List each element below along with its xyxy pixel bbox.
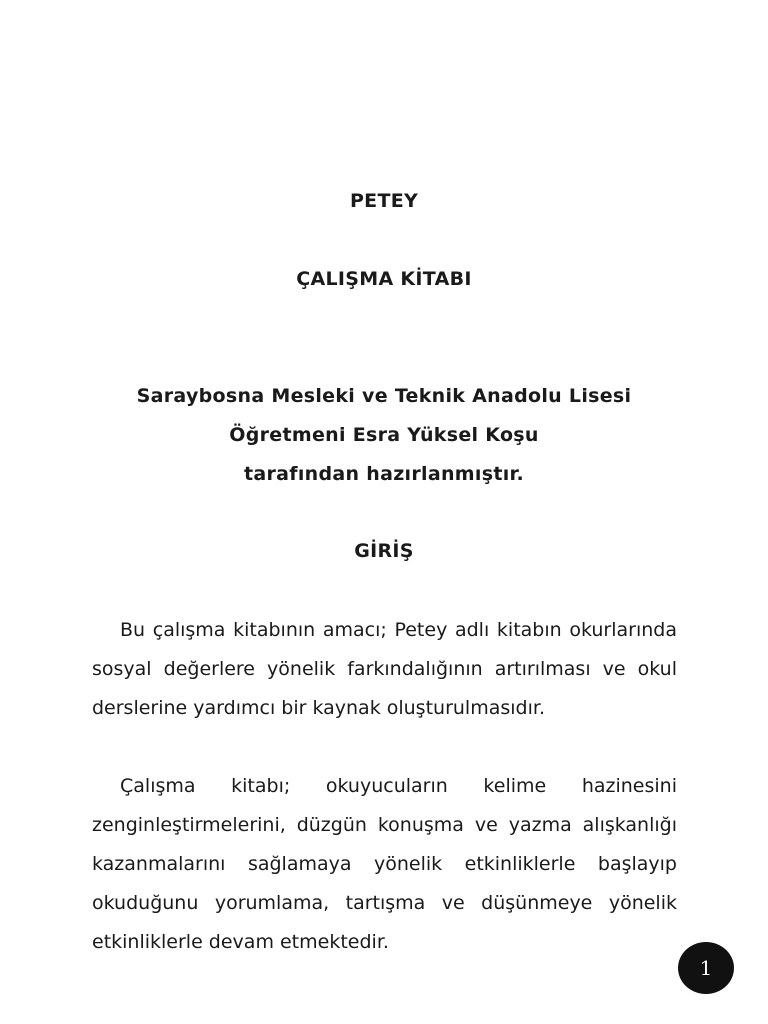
author-line-school: Saraybosna Mesleki ve Teknik Anadolu Lisesi (136, 385, 632, 407)
author-line-name: Öğretmeni Esra Yüksel Koşu (229, 424, 539, 446)
intro-paragraph-2: Çalışma kitabı; okuyucuların kelime hazinesini zenginleştirmelerini, düzgün konuşma ve yazma alışkanlığı kazanmalarını sağlamaya yönelik etkinliklerle başlayıp okuduğunu yorumlama, tartışma ve düşünmeye yönelik etkinliklerle devam etmektedir. (92, 775, 677, 953)
page-number-badge (678, 942, 734, 994)
page-number: 1 (699, 956, 713, 980)
document-title: PETEY (349, 190, 419, 212)
section-heading: GİRİŞ (354, 540, 414, 562)
intro-paragraph-1: Bu çalışma kitabının amacı; Petey adlı kitabın okurlarında sosyal değerlere yönelik farkındalığının artırılması ve okul derslerine yardımcı bir kaynak oluşturulmasıdır. (92, 619, 677, 719)
author-line-prepared: tarafından hazırlanmıştır. (243, 463, 524, 485)
document-subtitle: ÇALIŞMA KİTABI (296, 268, 472, 290)
